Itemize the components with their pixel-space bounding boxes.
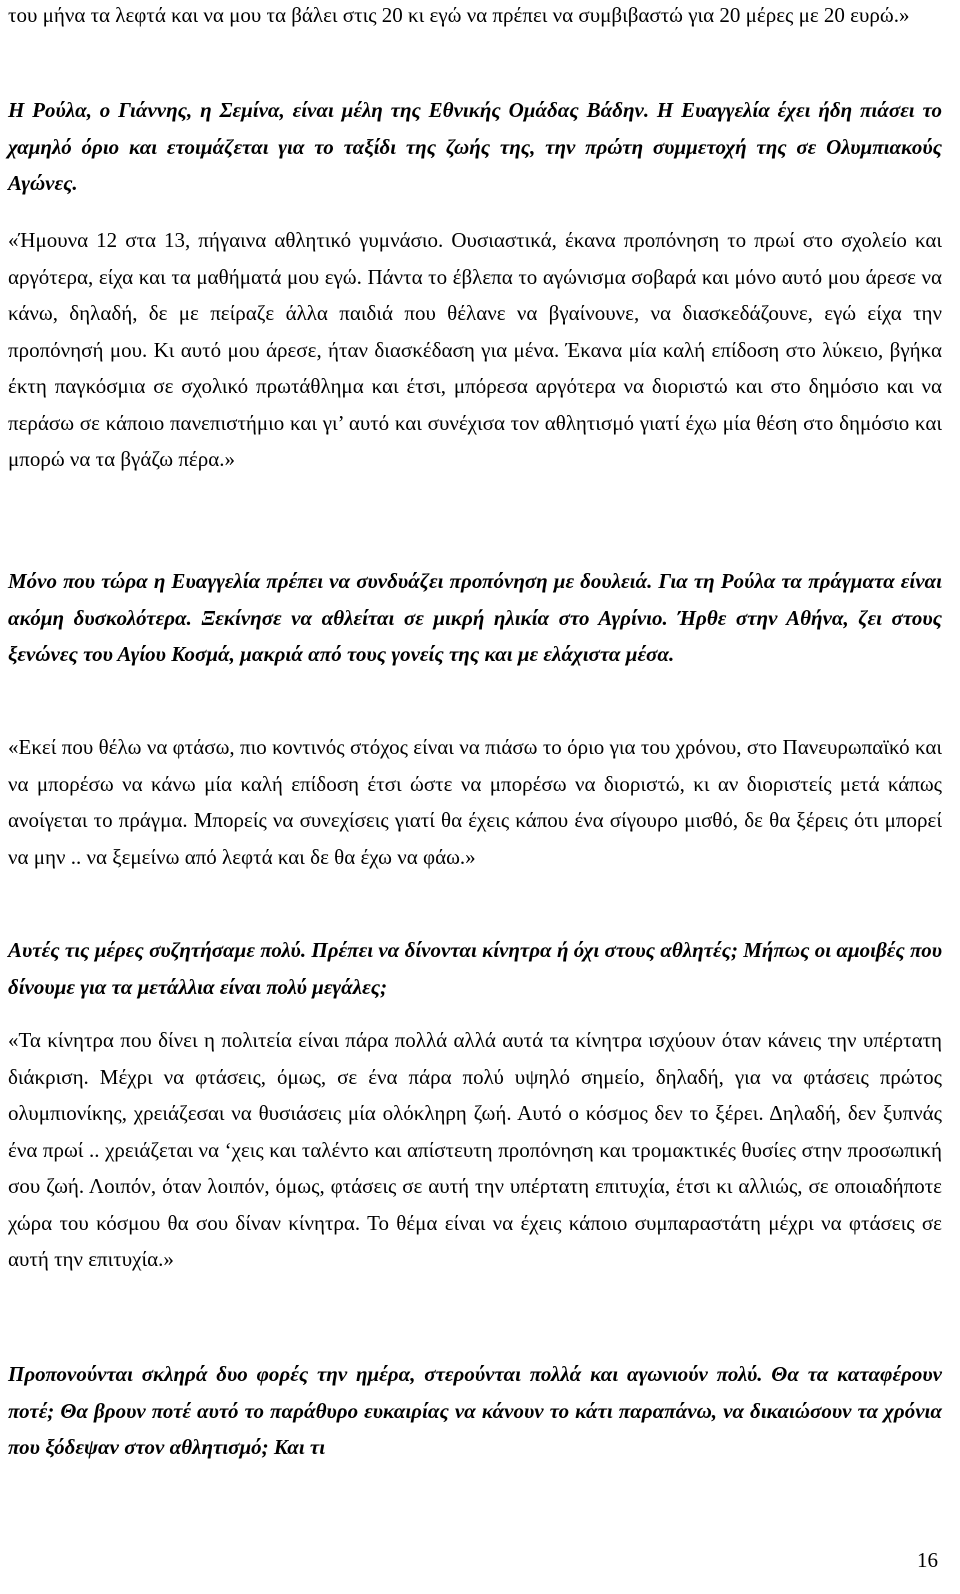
- page-number: 16: [917, 1548, 938, 1572]
- paragraph-7: «Τα κίνητρα που δίνει η πολιτεία είναι πάρα πολλά αλλά αυτά τα κίνητρα ισχύουν όταν κάνεις την υπέρτατη διάκριση. Μέχρι να φτάσεις, όμως, σε ένα πάρα πολύ υψηλό σημείο, δηλαδή, για να φτάσεις πρώτος ολυμπιονίκης, χρειάζεσαι να θυσιάσεις μία ολόκληρη ζωή. Αυτό ο κόσμος δεν το ξέρει. Δηλαδή, δεν ξυπνάς ένα πρωί .. χρειάζεται να ‘χεις και ταλέντο και απίστευτη προπόνηση και τρομακτικές θυσίες στην προσωπική σου ζωή. Λοιπόν, όταν λοιπόν, όμως, φτάσεις σε αυτή την υπέρτατη επιτυχία, έτσι κι αλλιώς, σε οποιαδήποτε χώρα του κόσμου θα σου δίναν κίνητρα. Το θέμα είναι να έχεις κάποιο συμπαραστάτη μέχρι να φτάσεις σε αυτή την επιτυχία.»: [8, 1028, 942, 1271]
- paragraph-5: «Εκεί που θέλω να φτάσω, πιο κοντινός στόχος είναι να πιάσω το όριο για του χρόνου, στο Πανευρωπαϊκό και να μπορέσω να κάνω μία καλή επίδοση έτσι ώστε να μπορέσω να διοριστώ, κι αν διοριστείς μετά κάπως ανοίγεται το πράγμα. Μπορείς να συνεχίσεις γιατί θα έχεις κάπου ένα σίγουρο μισθό, δε θα ξέρεις ότι μπορεί να μην .. να ξεμείνω από λεφτά και δε θα έχω να φάω.»: [8, 735, 942, 869]
- paragraph-3: «Ήμουνα 12 στα 13, πήγαινα αθλητικό γυμνάσιο. Ουσιαστικά, έκανα προπόνηση το πρωί στο σχολείο και αργότερα, είχα και τα μαθήματά μου εγώ. Πάντα το έβλεπα το αγώνισμα σοβαρά και μόνο αυτό μου άρεσε να κάνω, δηλαδή, δε με πείραζε άλλα παιδιά που θέλανε να βγαίνουνε, να διασκεδάζουνε, εγώ είχα την προπόνησή μου. Κι αυτό μου άρεσε, ήταν διασκέδαση για μένα. Έκανα μία καλή επίδοση στο λύκειο, βγήκα έκτη παγκόσμια σε σχολικό πρωτάθλημα και έτσι, μπόρεσα αργότερα να διοριστώ και στο δημόσιο και να περάσω σε κάποιο πανεπιστήμιο και γι’ αυτό και συνέχισα τον αθλητισμό γιατί έχω μία θέση στο δημόσιο και μπορώ να τα βγάζω πέρα.»: [8, 228, 942, 471]
- paragraph-2: Η Ρούλα, ο Γιάννης, η Σεμίνα, είναι μέλη της Εθνικής Ομάδας Βάδην. Η Ευαγγελία έχει ήδη πιάσει το χαμηλό όριο και ετοιμάζεται για το ταξίδι της ζωής της, την πρώτη συμμετοχή της σε Ολυμπιακούς Αγώνες.: [8, 98, 942, 195]
- paragraph-8: Προπονούνται σκληρά δυο φορές την ημέρα, στερούνται πολλά και αγωνιούν πολύ. Θα τα καταφέρουν ποτέ; Θα βρουν ποτέ αυτό το παράθυρο ευκαιρίας να κάνουν το κάτι παραπάνω, να δικαιώσουν τα χρόνια που ξόδεψαν στον αθλητισμό; Και τι: [8, 1362, 942, 1459]
- paragraph-1: του μήνα τα λεφτά και να μου τα βάλει στις 20 κι εγώ να πρέπει να συμβιβαστώ για 20 μέρες με 20 ευρώ.»: [8, 3, 910, 27]
- paragraph-4: Μόνο που τώρα η Ευαγγελία πρέπει να συνδυάζει προπόνηση με δουλειά. Για τη Ρούλα τα πράγματα είναι ακόμη δυσκολότερα. Ξεκίνησε να αθλείται σε μικρή ηλικία στο Αγρίνιο. Ήρθε στην Αθήνα, ζει στους ξενώνες του Αγίου Κοσμά, μακριά από τους γονείς της και με ελάχιστα μέσα.: [8, 569, 942, 666]
- paragraph-6: Αυτές τις μέρες συζητήσαμε πολύ. Πρέπει να δίνονται κίνητρα ή όχι στους αθλητές; Μήπως οι αμοιβές που δίνουμε για τα μετάλλια είναι πολύ μεγάλες;: [8, 938, 942, 999]
